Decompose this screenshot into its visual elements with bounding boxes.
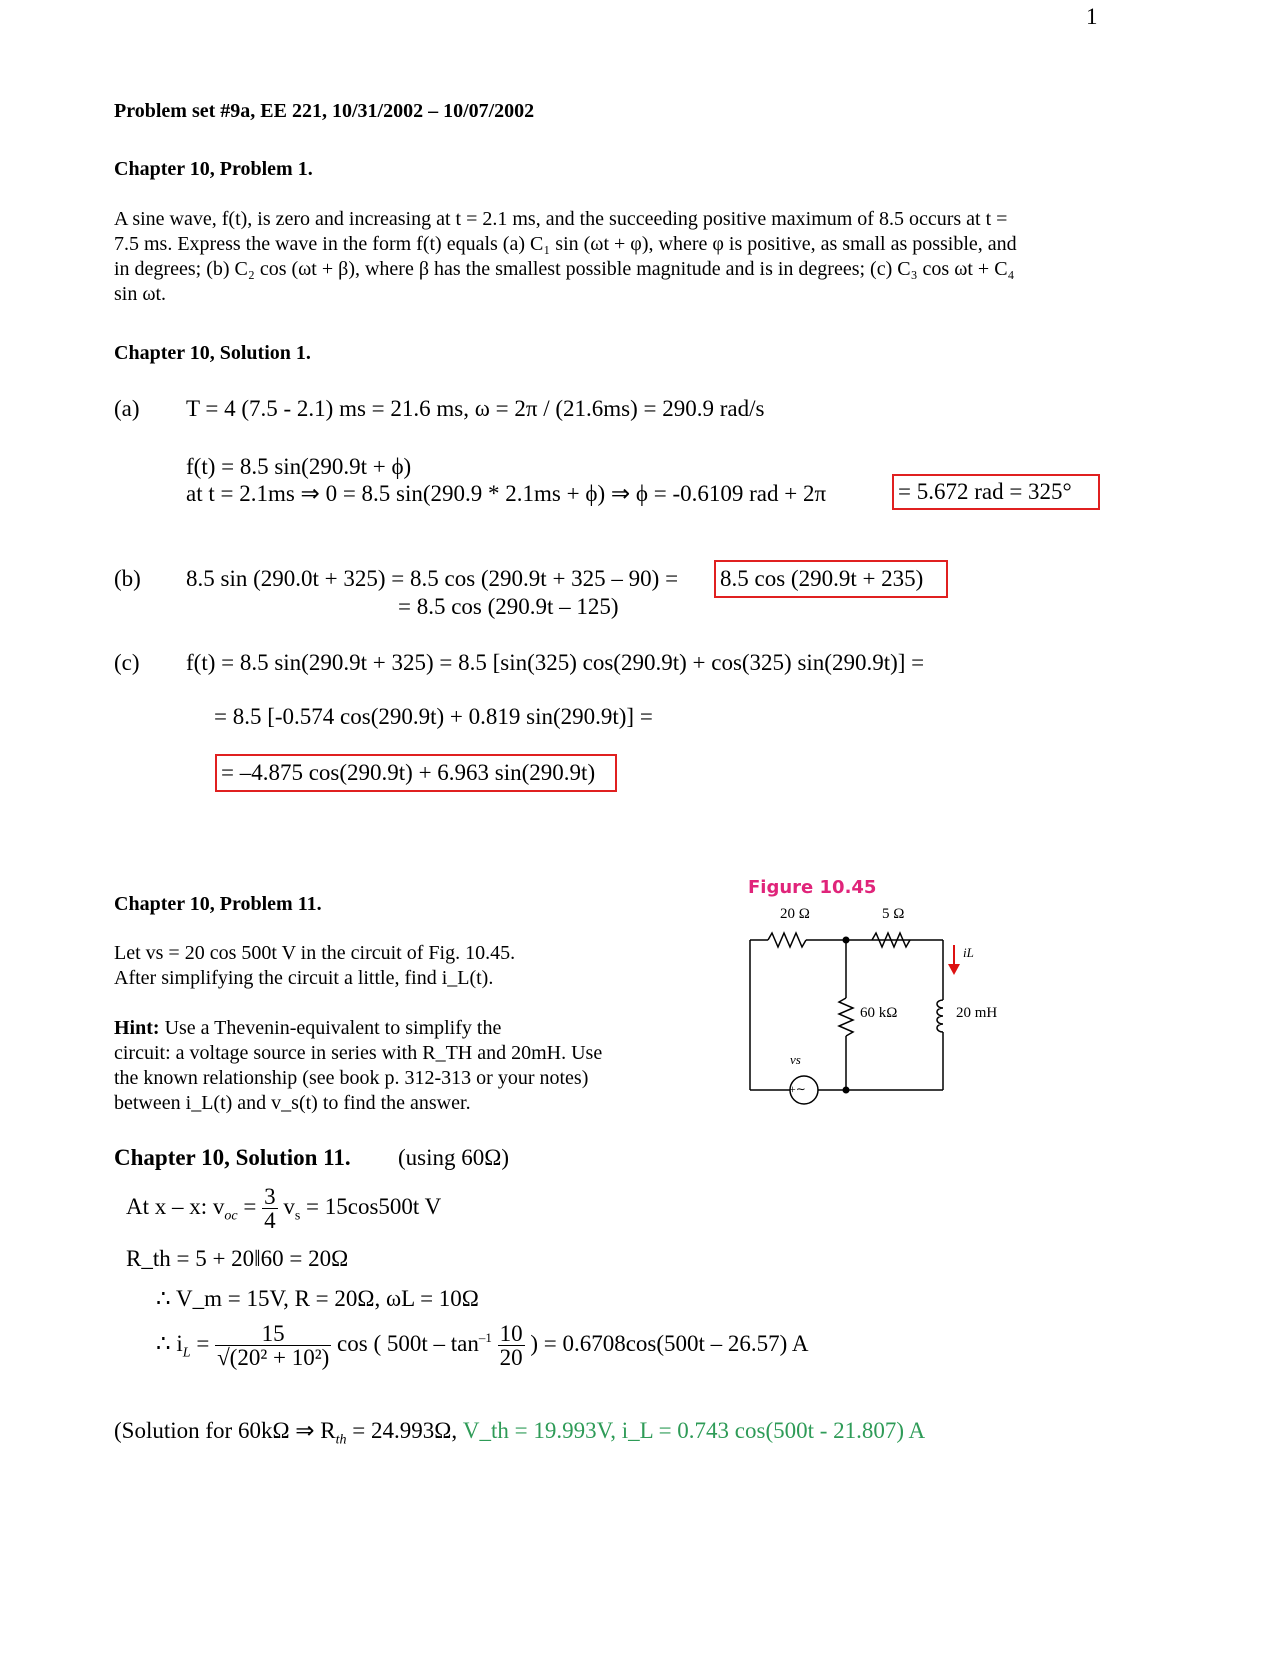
solution11-line4: ∴ $i_L$ = $\frac{15}{\text{√(20² + 10²)}}$ cos ( $500t - \tan^{-1}$ $\frac{10}{20}$ ) = 0.6708cos(500t – 26.57) A	[156, 1321, 809, 1370]
part-a-line3: at t = 2.1ms ⇒ 0 = 8.5 sin(290.9 * 2.1ms + ϕ) ⇒ ϕ = -0.6109 rad + 2π	[186, 481, 827, 506]
problem1-text-line4: sin ωt.	[114, 283, 167, 305]
part-b-answer-box: 8.5 cos (290.9t + 235)	[714, 560, 948, 598]
part-c-answer-box: = –4.875 cos(290.9t) + 6.963 sin(290.9t)	[215, 754, 617, 792]
problem1-text-line3: in degrees; (b) C₂ cos (ωt + β), where β has the smallest possible magnitude and is in degrees; (c) C₃ cos ωt + C₄	[114, 258, 1015, 280]
label-20mh: 20 mH	[956, 1005, 998, 1021]
inductor-20mh	[937, 1000, 943, 1032]
hint-label: Hint:	[114, 1017, 160, 1039]
document-title: Problem set #9a, EE 221, 10/31/2002 – 10/07/2002	[114, 100, 535, 122]
problem11-text-line1: Let vs = 20 cos 500t V in the circuit of Fig. 10.45.	[114, 942, 516, 964]
hint-line2: circuit: a voltage source in series with R_TH and 20mH. Use	[114, 1042, 603, 1064]
part-c-line1: f(t) = 8.5 sin(290.9t + 325) = 8.5 [sin(325) cos(290.9t) + cos(325) sin(290.9t)] =	[186, 650, 925, 675]
problem11-heading: Chapter 10, Problem 11.	[114, 893, 322, 915]
solution11-line2: R_th = 5 + 20‖60 = 20Ω	[126, 1246, 349, 1271]
resistor-20ohm	[768, 933, 806, 947]
solution1-heading: Chapter 10, Solution 1.	[114, 342, 311, 364]
part-b-line1: 8.5 sin (290.0t + 325) = 8.5 cos (290.9t + 325 – 90) =	[186, 566, 679, 591]
part-c-line2: = 8.5 [-0.574 cos(290.9t) + 0.819 sin(290.9t)] =	[214, 704, 653, 729]
part-a-answer-box: = 5.672 rad = 325°	[892, 474, 1100, 510]
label-20ohm: 20 Ω	[780, 906, 810, 922]
label-5ohm: 5 Ω	[882, 906, 905, 922]
part-a-line1: T = 4 (7.5 - 2.1) ms = 21.6 ms, ω = 2π / (21.6ms) = 290.9 rad/s	[186, 396, 765, 421]
problem1-heading: Chapter 10, Problem 1.	[114, 158, 313, 180]
label-60k: 60 kΩ	[860, 1005, 898, 1021]
hint-text: Use a Thevenin-equivalent to simplify the	[159, 1017, 502, 1039]
source-sign: +∼	[789, 1082, 806, 1096]
alt-solution-green: V_th = 19.993V, i_L = 0.743 cos(500t - 21.807) A	[462, 1418, 926, 1443]
hint-line3: the known relationship (see book p. 312-313 or your notes)	[114, 1067, 589, 1089]
solution11-line3: ∴ V_m = 15V, R = 20Ω, ωL = 10Ω	[156, 1286, 479, 1311]
alt-solution-line: (Solution for 60kΩ ⇒ $R_{th} = 24.993\Omega$, V_th = 19.993V, i_L = 0.743 cos(500t - 21.807) A	[114, 1418, 926, 1448]
current-arrow-icon	[948, 964, 960, 975]
hint-line1	[114, 1017, 501, 1040]
part-a-line2: f(t) = 8.5 sin(290.9t + ϕ)	[186, 454, 412, 479]
solution11-line1: At x – x: $v_{oc}$ = $\frac{3}{4}$ $v_s = 15\cos 500t$ V	[126, 1184, 442, 1233]
part-b-label: (b)	[114, 566, 141, 591]
part-c-label: (c)	[114, 650, 140, 675]
solution11-heading: Chapter 10, Solution 11.	[114, 1145, 351, 1170]
part-b-line2: = 8.5 cos (290.9t – 125)	[398, 594, 619, 619]
figure-title: Figure 10.45	[748, 877, 877, 898]
problem1-text-line1: A sine wave, f(t), is zero and increasing at t = 2.1 ms, and the succeeding positive maximum of 8.5 occurs at t =	[114, 208, 1008, 230]
label-current: iL	[963, 945, 974, 960]
label-source: vs	[790, 1052, 801, 1067]
problem11-text-line2: After simplifying the circuit a little, find i_L(t).	[114, 967, 494, 989]
part-a-label: (a)	[114, 396, 140, 421]
problem1-text-line2: 7.5 ms. Express the wave in the form f(t) equals (a) C₁ sin (ωt + φ), where φ is positive, as small as possible, and	[114, 233, 1017, 255]
resistor-60k	[839, 998, 853, 1036]
page-number: 1	[1086, 4, 1098, 29]
solution11-note: (using 60Ω)	[398, 1145, 510, 1170]
hint-line4: between i_L(t) and v_s(t) to find the answer.	[114, 1092, 471, 1114]
